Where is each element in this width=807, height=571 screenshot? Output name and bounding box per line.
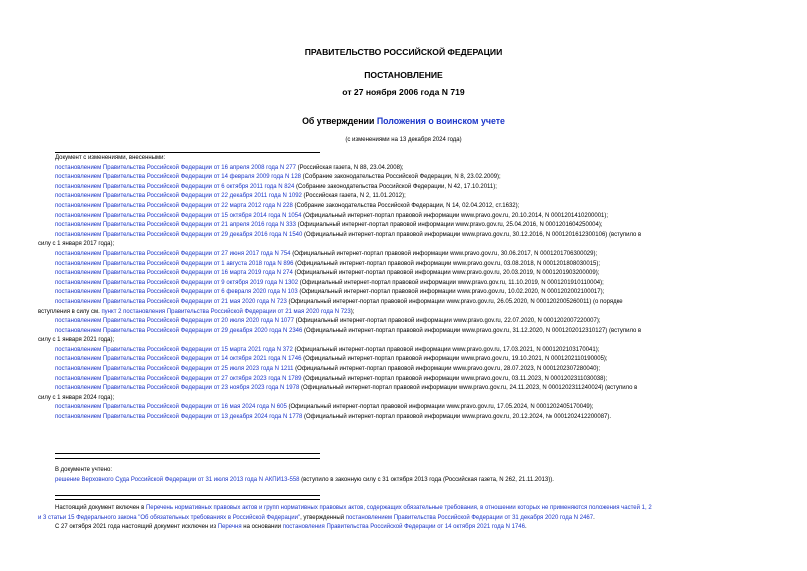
amendment-source: (Официальный интернет-портал правовой информации www.pravo.gov.ru, 30.12.2016, N 0001201612300106) (вступило в (302, 231, 642, 238)
divider-mid-2 (55, 458, 320, 459)
amendment-source: (Официальный интернет-портал правовой информации www.pravo.gov.ru, 19.10.2021, N 0001202110190005); (301, 356, 608, 363)
document-date-number: от 27 ноября 2006 года N 719 (342, 87, 465, 97)
amendment-item-continuation: силу с 1 января 2024 года); (38, 394, 115, 401)
court-decision-details: (вступило в законную силу с 31 октября 2013 года (Российская газета, N 262, 21.11.2013)). (299, 476, 554, 483)
amendment-source: (Официальный интернет-портал правовой информации www.pravo.gov.ru, 24.11.2023, N 0001202311240024) (вступило в (299, 385, 638, 392)
amendment-item (38, 231, 769, 241)
amendment-link[interactable]: постановлением Правительства Российской Федерации от 29 декабря 2020 года N 2346 (55, 327, 303, 334)
amendment-item-continuation: силу с 1 января 2021 года); (38, 337, 115, 344)
continuation-suffix: ); (350, 308, 355, 315)
government-heading: ПРАВИТЕЛЬСТВО РОССИЙСКОЙ ФЕДЕРАЦИИ (304, 47, 503, 57)
amendment-source: (Собрание законодательства Российской Федерации, N 8, 23.02.2009); (301, 174, 501, 181)
divider-mid-1 (55, 453, 320, 454)
amendment-link[interactable]: постановлением Правительства Российской Федерации от 29 декабря 2016 года N 1540 (55, 231, 303, 238)
amendment-link[interactable]: постановлением Правительства Российской Федерации от 15 марта 2021 года N 372 (55, 346, 293, 353)
note-paragraph-2 (38, 523, 769, 533)
amendment-link[interactable]: постановлением Правительства Российской Федерации от 22 марта 2012 года N 228 (55, 202, 293, 209)
amendment-item (38, 346, 769, 356)
amendment-link[interactable]: постановлением Правительства Российской Федерации от 16 мая 2024 года N 605 (55, 404, 287, 411)
amendment-item (38, 183, 769, 193)
continuation-prefix: вступления в силу см. (38, 308, 102, 315)
amendment-item (38, 202, 769, 212)
amendments-list (38, 154, 769, 423)
document-title (0, 116, 807, 126)
amendment-source: (Официальный интернет-портал правовой информации www.pravo.gov.ru, 03.08.2018, N 0001201808030015); (293, 260, 601, 267)
amendment-source: (Официальный интернет-портал правовой информации www.pravo.gov.ru, 30.06.2017, N 0001201706300029); (290, 250, 598, 257)
amendment-link[interactable]: постановлением Правительства Российской Федерации от 21 апреля 2016 года N 333 (55, 222, 296, 229)
amendment-source: (Официальный интернет-портал правовой информации www.pravo.gov.ru, 11.10.2019, N 0001201910110004); (298, 279, 604, 286)
note2-text-a: С 27 октября 2021 года настоящий документ исключен из (55, 524, 218, 531)
document-type-heading: ПОСТАНОВЛЕНИЕ (364, 70, 443, 80)
note1-text-a: Настоящий документ включен в (55, 505, 146, 511)
note2-text-c: . (524, 524, 527, 531)
entry-into-force-link[interactable]: пункт 2 постановления Правительства Российской Федерации от 21 мая 2020 года N 723 (101, 308, 351, 315)
amendment-item (38, 269, 769, 279)
title-prefix: Об утверждении (302, 116, 377, 126)
court-intro: В документе учтено: (55, 467, 113, 473)
divider-bottom-2 (55, 499, 320, 500)
mandatory-requirements-list-link[interactable]: Перечень нормативных правовых актов и групп нормативных правовых актов, содержащих обязательные требования, в отношении которых не применяются положения частей 1, 2 (145, 505, 652, 511)
amendment-link[interactable]: постановлением Правительства Российской Федерации от 15 октября 2014 года N 1054 (55, 212, 302, 219)
amendment-source: (Официальный интернет-портал правовой информации www.pravo.gov.ru, 31.12.2020, N 0001202012310127) (вступило в (302, 327, 642, 334)
note2-text-b: на основании (241, 524, 283, 531)
amendment-link[interactable]: постановлением Правительства Российской Федерации от 16 апреля 2008 года N 277 (55, 164, 296, 171)
amendment-item (38, 317, 769, 327)
amendment-link[interactable]: постановлением Правительства Российской Федерации от 6 октября 2011 года N 824 (55, 183, 295, 190)
amendment-item (38, 288, 769, 298)
amendment-item (38, 260, 769, 270)
note-paragraph-1-line-2 (38, 514, 769, 524)
court-section (38, 466, 769, 485)
amendment-source: (Официальный интернет-портал правовой информации www.pravo.gov.ru, 17.05.2024, N 0001202405170049); (286, 404, 594, 411)
amendment-item (38, 250, 769, 260)
amendment-source: (Официальный интернет-портал правовой информации www.pravo.gov.ru, 22.07.2020, N 0001202007220007); (293, 318, 601, 325)
amendment-item (38, 355, 769, 365)
amendment-item (38, 384, 769, 394)
court-decision-item (38, 476, 769, 486)
amendment-link[interactable]: постановлением Правительства Российской Федерации от 25 июля 2023 года N 1211 (55, 366, 294, 373)
amendment-item (38, 403, 769, 413)
amendment-source: (Официальный интернет-портал правовой информации www.pravo.gov.ru, 10.02.2020, N 0001202002100017); (297, 289, 605, 296)
amendment-item (38, 413, 769, 423)
amendment-link[interactable]: постановлением Правительства Российской Федерации от 20 июля 2020 года N 1077 (55, 318, 294, 325)
amendment-link[interactable]: постановлением Правительства Российской Федерации от 27 октября 2023 года N 1789 (55, 375, 302, 382)
note1-text-c: . (593, 514, 595, 521)
amendment-link[interactable]: постановлением Правительства Российской Федерации от 1 августа 2018 года N 896 (55, 260, 294, 267)
amendment-source: (Собрание законодательства Российской Федерации, N 42, 17.10.2011); (294, 183, 497, 190)
resolution-1746-link[interactable]: постановления Правительства Российской Федерации от 14 октября 2021 года N 1746 (282, 524, 525, 531)
amendment-item (38, 192, 769, 202)
amendment-source: (Официальный интернет-портал правовой информации www.pravo.gov.ru, 20.03.2019, N 0001201903200009); (292, 270, 600, 277)
notes-section (38, 504, 769, 533)
amendment-item (38, 164, 769, 174)
divider-top (55, 152, 320, 153)
court-decision-link[interactable]: решение Верховного Суда Российской Федерации от 31 июля 2013 года N АКПИ13-558 (55, 476, 300, 483)
regulation-title-link[interactable]: Положения о воинском учете (376, 116, 505, 126)
amendment-source: (Официальный интернет-портал правовой информации www.pravo.gov.ru, 03.11.2023, N 0001202311030038); (301, 375, 608, 382)
amendment-link[interactable]: постановлением Правительства Российской Федерации от 14 октября 2021 года N 1746 (55, 356, 302, 363)
amendment-item (38, 173, 769, 183)
amendment-source: (Официальный интернет-портал правовой информации www.pravo.gov.ru, 20.10.2014, N 0001201410200001); (301, 212, 609, 219)
list-link[interactable]: Перечня (217, 524, 242, 531)
amendment-source: (Официальный интернет-портал правовой информации www.pravo.gov.ru, 28.07.2023, N 0001202307280040); (293, 366, 601, 373)
note-paragraph-1-line-1 (38, 504, 769, 514)
amendment-link[interactable]: постановлением Правительства Российской Федерации от 22 декабря 2011 года N 1092 (55, 193, 302, 200)
amendment-item (38, 327, 769, 337)
mandatory-requirements-list-link-cont[interactable]: и 3 статьи 15 Федерального закона "Об обязательных требованиях в Российской Федерации" (38, 514, 301, 521)
edition-note: (с изменениями на 13 декабря 2024 года) (345, 137, 462, 143)
amendment-source: (Официальный интернет-портал правовой информации www.pravo.gov.ru, 17.03.2021, N 0001202103170041); (292, 346, 600, 353)
amendment-link[interactable]: постановлением Правительства Российской Федерации от 6 февраля 2020 года N 103 (55, 289, 298, 296)
amendment-item (38, 212, 769, 222)
resolution-2467-link[interactable]: постановлением Правительства Российской Федерации от 31 декабря 2020 года N 2467 (345, 514, 594, 521)
amendment-link[interactable]: постановлением Правительства Российской Федерации от 21 мая 2020 года N 723 (55, 298, 287, 305)
amendment-source: (Официальный интернет-портал правовой информации www.pravo.gov.ru, 20.12.2024, № 0001202412200087). (302, 414, 612, 421)
amendment-link[interactable]: постановлением Правительства Российской Федерации от 9 октября 2019 года N 1302 (55, 279, 299, 286)
amendment-item (38, 298, 769, 308)
amendment-item (38, 375, 769, 385)
note1-text-b: , утвержденный (300, 514, 346, 521)
amendment-item-continuation: силу с 1 января 2017 года); (38, 241, 115, 248)
amendment-link[interactable]: постановлением Правительства Российской Федерации от 23 ноября 2023 года N 1978 (55, 385, 300, 392)
amendment-item-continuation (38, 308, 769, 318)
amendment-link[interactable]: постановлением Правительства Российской Федерации от 14 февраля 2009 года N 128 (55, 174, 301, 181)
amendment-item (38, 221, 769, 231)
amendment-link[interactable]: постановлением Правительства Российской Федерации от 16 марта 2019 года N 274 (55, 270, 293, 277)
amendment-source: (Официальный интернет-портал правовой информации www.pravo.gov.ru, 26.05.2020, N 0001202005260011) (о порядке (286, 298, 623, 305)
amendment-source: (Российская газета, N 2, 11.01.2012); (301, 193, 406, 200)
amendment-source: (Российская газета, N 88, 23.04.2008); (295, 164, 404, 171)
amendment-source: (Официальный интернет-портал правовой информации www.pravo.gov.ru, 25.04.2016, N 0001201604250004); (295, 222, 603, 229)
amendment-link[interactable]: постановлением Правительства Российской Федерации от 27 июня 2017 года N 754 (55, 250, 291, 257)
amendment-source: (Собрание законодательства Российской Федерации, N 14, 02.04.2012, ст.1632); (292, 202, 520, 209)
amendment-item (38, 279, 769, 289)
amendments-intro: Документ с изменениями, внесенными: (55, 155, 166, 161)
amendment-link[interactable]: постановлением Правительства Российской Федерации от 13 декабря 2024 года N 1778 (55, 414, 303, 421)
divider-bottom-1 (55, 495, 320, 496)
amendment-item (38, 365, 769, 375)
